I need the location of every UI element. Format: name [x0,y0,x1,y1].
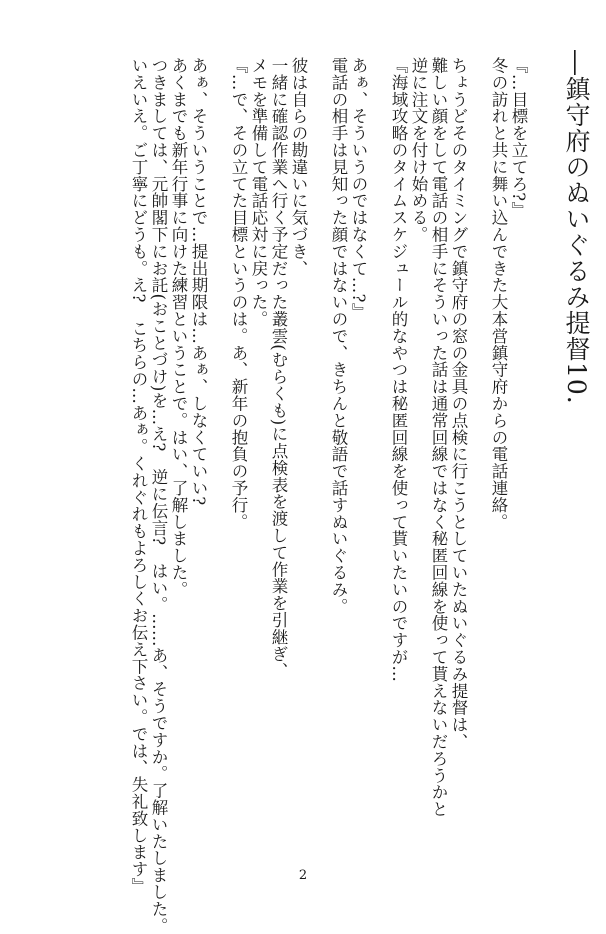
text-column: 彼は自らの勘違いに気づき、 [289,57,308,277]
text-column: 『…目標を立てろ?』 [509,57,528,219]
text-column: あぁ、そういうのではなくて…?』 [349,57,368,320]
text-column: 冬の訪れと共に舞い込んできた大本営鎮守府からの電話連絡。 [489,57,508,531]
text-column: あくまでも新年行事に向けた練習ということで。はい、了解しました。 [169,57,188,598]
text-column: 『海域攻略のタイムスケジュール的なやつは秘匿回線を使って貰いたいのですが… [389,57,408,683]
text-column: メモを準備して電話応対に戻った。 [249,57,268,328]
text-column: あぁ、そういうことで…提出期限は…あぁ、しなくていい? [189,57,208,506]
text-column: 電話の相手は見知った顔ではないので、きちんと敬語で話すぬいぐるみ。 [329,57,348,615]
text-column: 『…で、その立てた目標というのは。あ、新年の抱負の予行。 [229,57,248,531]
text-column: ちょうどそのタイミングで鎮守府の窓の金具の点検に行こうとしていたぬいぐるみ提督は、 [449,57,468,750]
text-column: 難しい顔をして電話の相手にそういった話は通常回線ではなく秘匿回線を使って貰えないだろうかと [429,57,448,818]
text-column: いえいえ。ご丁寧にどうも。え? こちらの…あぁ。くれぐれもよろしくお伝え下さい。では、失礼致します』 [129,57,148,895]
chapter-title: ―鎮守府のぬいぐるみ提督10. [562,50,591,405]
text-column: 逆に注文を付け始める。 [409,57,428,243]
text-column: 一緒に確認作業へ行く予定だった叢雲(むらくも)に点検表を渡して作業を引継ぎ、 [269,57,288,680]
text-column: つきましては、元帥閣下にお託(おことづけ)を…え? 逆に伝言? はい。……あ、そうですか。了解いたしました。 [149,57,168,934]
page-number: 2 [298,868,308,883]
vertical-text-body [128,57,528,934]
